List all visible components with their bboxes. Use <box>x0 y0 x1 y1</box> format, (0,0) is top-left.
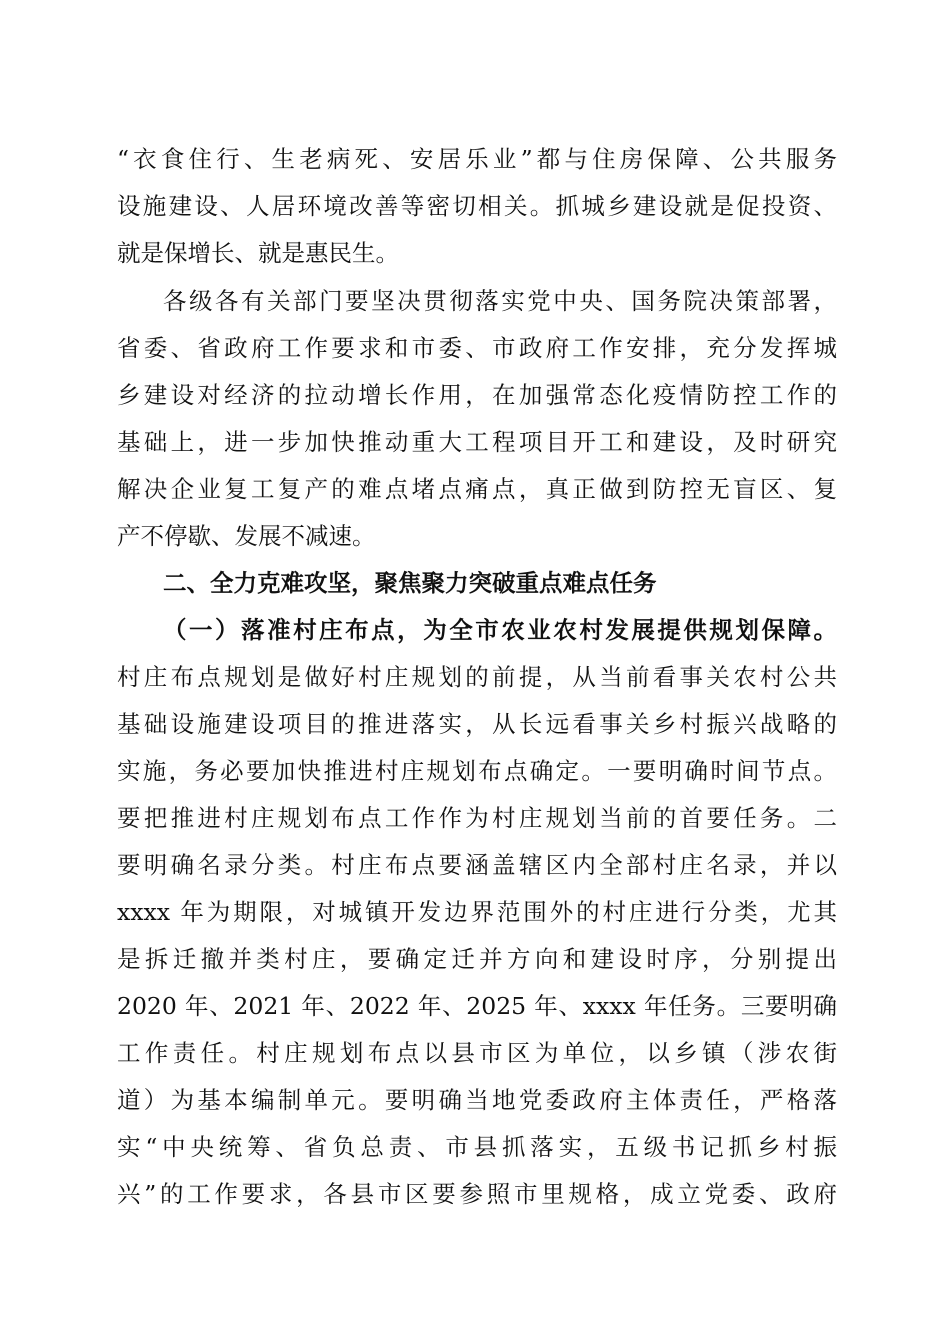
paragraph-line: 解决企业复工复产的难点堵点痛点，真正做到防控无盲区、复 <box>117 475 837 503</box>
paragraph-line: 实“中央统筹、省负总责、市县抓落实，五级书记抓乡村振 <box>117 1133 837 1161</box>
paragraph-line: 乡建设对经济的拉动增长作用，在加强常态化疫情防控工作的 <box>117 381 837 409</box>
paragraph-line: 省委、省政府工作要求和市委、市政府工作安排，充分发挥城 <box>117 334 837 362</box>
paragraph-line: 道）为基本编制单元。要明确当地党委政府主体责任，严格落 <box>117 1086 837 1114</box>
paragraph-line: 工作责任。村庄规划布点以县市区为单位，以乡镇（涉农街 <box>117 1039 837 1067</box>
paragraph-line: 是拆迁撤并类村庄，要确定迁并方向和建设时序，分别提出 <box>117 945 837 973</box>
paragraph-line: 就是保增长、就是惠民生。 <box>117 239 399 267</box>
paragraph-line: 各级各有关部门要坚决贯彻落实党中央、国务院决策部署， <box>163 287 837 315</box>
paragraph-line: 要把推进村庄规划布点工作作为村庄规划当前的首要任务。二 <box>117 804 837 832</box>
subsection-heading: （一）落准村庄布点，为全市农业农村发展提供规划保障。 <box>163 616 837 644</box>
paragraph-line: “衣食住行、生老病死、安居乐业”都与住房保障、公共服务 <box>117 145 837 173</box>
paragraph-line: 要明确名录分类。村庄布点要涵盖辖区内全部村庄名录，并以 <box>117 851 837 879</box>
paragraph-line: 设施建设、人居环境改善等密切相关。抓城乡建设就是促投资、 <box>117 192 837 220</box>
paragraph-line: xxxx 年为期限，对城镇开发边界范围外的村庄进行分类，尤其 <box>117 898 837 926</box>
paragraph-line: 基础设施建设项目的推进落实，从长远看事关乡村振兴战略的 <box>117 710 837 738</box>
paragraph-line: 兴”的工作要求，各县市区要参照市里规格，成立党委、政府 <box>117 1180 837 1208</box>
paragraph-line: 实施，务必要加快推进村庄规划布点确定。一要明确时间节点。 <box>117 757 837 785</box>
paragraph-line: 村庄布点规划是做好村庄规划的前提，从当前看事关农村公共 <box>117 663 837 691</box>
section-heading: 二、全力克难攻坚，聚焦聚力突破重点难点任务 <box>163 569 657 597</box>
paragraph-line: 2020 年、2021 年、2022 年、2025 年、xxxx 年任务。三要明确 <box>117 992 837 1020</box>
paragraph-line: 基础上，进一步加快推动重大工程项目开工和建设，及时研究 <box>117 428 837 456</box>
paragraph-line: 产不停歇、发展不减速。 <box>117 522 376 550</box>
